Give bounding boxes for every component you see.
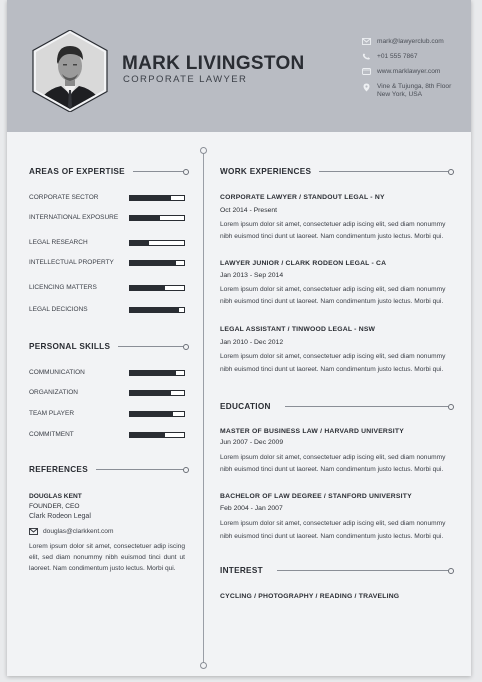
expertise-label: LEGAL DECICIONS	[29, 306, 88, 313]
email-icon	[362, 38, 371, 45]
work-heading	[220, 167, 454, 176]
edu-text-2: nibh euismod tinci dunt ut laoreet. Nam condimentum justo lectus. Morbi qui.	[220, 466, 444, 473]
expertise-heading	[29, 167, 189, 176]
expertise-label: LEGAL RESEARCH	[29, 239, 88, 246]
contact-list	[362, 38, 451, 98]
job-title: LEGAL ASSISTANT / TINWOOD LEGAL - NSW	[220, 326, 376, 333]
skills-heading	[29, 342, 189, 351]
expertise-bar	[129, 195, 185, 201]
expertise-label: INTERNATIONAL EXPOSURE	[29, 214, 119, 221]
reference-company: Clark Rodeon Legal	[29, 513, 91, 520]
expertise-label: INTELLECTUAL PROPERTY	[29, 259, 114, 266]
skill-item	[29, 431, 185, 439]
edu-text-1: Lorem ipsum dolor sit amet, consectetuer adip iscing elit, sed diam nonummy	[220, 520, 446, 527]
divider-dot-top	[200, 147, 207, 154]
skill-bar	[129, 390, 185, 396]
job-date: Oct 2014 - Present	[220, 207, 278, 214]
contact-email[interactable]	[362, 38, 451, 53]
edu-title: BACHELOR OF LAW DEGREE / STANFORD UNIVERSITY	[220, 493, 412, 500]
expertise-item	[29, 259, 185, 267]
web-icon	[362, 68, 371, 75]
reference-role: FOUNDER, CEO	[29, 503, 80, 510]
skill-bar	[129, 370, 185, 376]
column-divider	[203, 152, 204, 663]
contact-phone-text: +01 555 7867	[377, 53, 418, 60]
job-title: CORPORATE LAWYER / STANDOUT LEGAL - NY	[220, 194, 385, 201]
expertise-item	[29, 284, 185, 292]
reference-text: Lorem ipsum dolor sit amet, consectetuer adip iscing elit, sed diam nonummy nibh euismod tinci dunt ut laoreet. Nam condimentum justo lectus. Morbi qui.	[29, 543, 185, 572]
expertise-label: CORPORATE SECTOR	[29, 194, 99, 201]
skill-item	[29, 369, 185, 377]
contact-email-text: mark@lawyerclub.com	[377, 38, 444, 45]
contact-phone[interactable]	[362, 53, 451, 68]
edu-text-2: nibh euismod tinci dunt ut laoreet. Nam condimentum justo lectus. Morbi qui.	[220, 533, 444, 540]
person-title: CORPORATE LAWYER	[123, 74, 248, 85]
references-heading	[29, 465, 189, 474]
expertise-item	[29, 214, 185, 222]
expertise-bar	[129, 307, 185, 313]
education-heading-text: EDUCATION	[220, 402, 271, 411]
job-date: Jan 2013 - Sep 2014	[220, 272, 284, 279]
reference-name: DOUGLAS KENT	[29, 493, 82, 500]
expertise-item	[29, 306, 185, 314]
profile-photo	[29, 30, 111, 112]
skill-label: ORGANIZATION	[29, 389, 78, 396]
resume-sheet	[7, 0, 471, 676]
expertise-item	[29, 239, 185, 247]
job-text-2: nibh euismod tinci dunt ut laoreet. Nam condimentum justo lectus. Morbi qui.	[220, 233, 444, 240]
email-icon	[29, 528, 38, 535]
skill-bar	[129, 411, 185, 417]
contact-address	[362, 83, 451, 98]
location-icon	[362, 83, 371, 92]
expertise-bar	[129, 285, 185, 291]
expertise-item	[29, 194, 185, 202]
contact-web[interactable]	[362, 68, 451, 83]
resume-header	[7, 0, 471, 132]
edu-date: Feb 2004 - Jan 2007	[220, 505, 283, 512]
expertise-label: LICENCING MATTERS	[29, 284, 97, 291]
work-heading-text: WORK EXPERIENCES	[220, 167, 312, 176]
reference-email[interactable]: douglas@clarkkent.com	[43, 528, 114, 535]
skill-item	[29, 389, 185, 397]
edu-date: Jun 2007 - Dec 2009	[220, 439, 284, 446]
job-text-1: Lorem ipsum dolor sit amet, consectetuer adip iscing elit, sed diam nonummy	[220, 353, 446, 360]
references-heading-text: REFERENCES	[29, 465, 88, 474]
job-text-2: nibh euismod tinci dunt ut laoreet. Nam condimentum justo lectus. Morbi qui.	[220, 298, 444, 305]
expertise-bar	[129, 260, 185, 266]
education-heading	[220, 402, 454, 411]
expertise-heading-text: AREAS OF EXPERTISE	[29, 167, 125, 176]
divider-dot-bottom	[200, 662, 207, 669]
reference-email-row[interactable]	[29, 528, 113, 535]
expertise-bar	[129, 240, 185, 246]
job-title: LAWYER JUNIOR / CLARK RODEON LEGAL - CA	[220, 260, 387, 267]
address-line-2: New York, USA	[377, 91, 423, 98]
job-date: Jan 2010 - Dec 2012	[220, 339, 284, 346]
skill-label: COMMUNICATION	[29, 369, 85, 376]
contact-address-text	[377, 83, 451, 99]
contact-web-text[interactable]: www.marklawyer.com	[377, 68, 441, 75]
job-text-1: Lorem ipsum dolor sit amet, consectetuer adip iscing elit, sed diam nonummy	[220, 286, 446, 293]
skill-item	[29, 410, 185, 418]
skill-bar	[129, 432, 185, 438]
skill-label: TEAM PLAYER	[29, 410, 75, 417]
interest-heading	[220, 566, 454, 575]
person-name: MARK LIVINGSTON	[122, 53, 305, 74]
phone-icon	[362, 53, 371, 60]
edu-text-1: Lorem ipsum dolor sit amet, consectetuer adip iscing elit, sed diam nonummy	[220, 454, 446, 461]
job-text-2: nibh euismod tinci dunt ut laoreet. Nam condimentum justo lectus. Morbi qui.	[220, 366, 444, 373]
address-line-1: Vine & Tujunga, 8th Floor	[377, 83, 452, 90]
edu-title: MASTER OF BUSINESS LAW / HARVARD UNIVERSITY	[220, 428, 404, 435]
interest-list: CYCLING / PHOTOGRAPHY / READING / TRAVELING	[220, 593, 400, 600]
skills-heading-text: PERSONAL SKILLS	[29, 342, 111, 351]
interest-heading-text: INTEREST	[220, 566, 263, 575]
skill-label: COMMITMENT	[29, 431, 74, 438]
job-text-1: Lorem ipsum dolor sit amet, consectetuer adip iscing elit, sed diam nonummy	[220, 221, 446, 228]
expertise-bar	[129, 215, 185, 221]
